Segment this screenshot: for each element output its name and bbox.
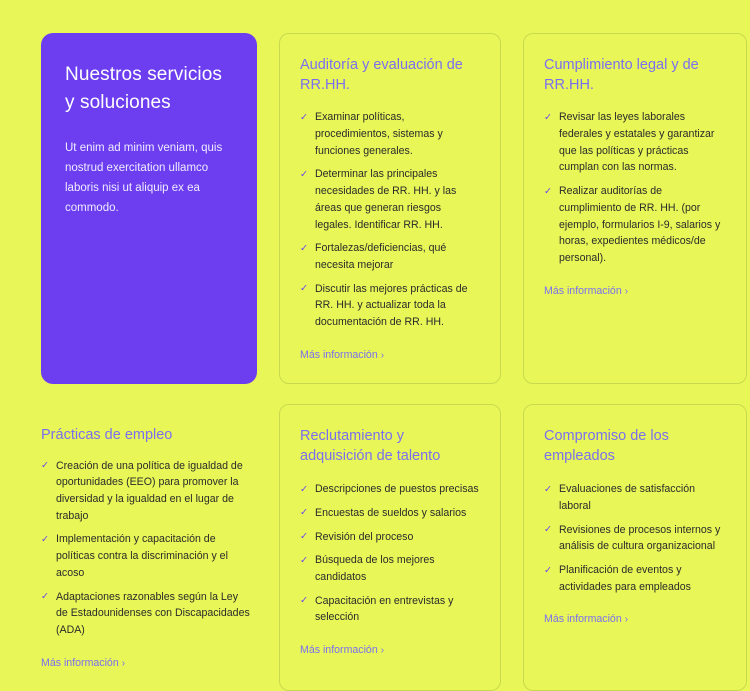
list-item (544, 562, 726, 595)
chevron-right-icon: › (624, 285, 629, 297)
list-item-text: Examinar políticas, procedimientos, sistemas y funciones generales. (315, 111, 443, 157)
more-info-label: Más información (300, 348, 378, 361)
list-item (544, 481, 726, 514)
check-icon: ✓ (300, 507, 308, 519)
check-icon: ✓ (544, 111, 552, 123)
list-item-text: Realizar auditorías de cumplimiento de RR. HH. (por ejemplo, formularios I-9, salarios y horas, expedientes médicos/de personal). (559, 185, 721, 264)
more-info-link[interactable] (300, 644, 384, 656)
list-item (544, 183, 726, 267)
card-title: Auditoría y evaluación de RR.HH. (300, 57, 463, 93)
card-item-list (300, 481, 480, 626)
check-icon: ✓ (300, 283, 308, 295)
list-item-text: Adaptaciones razonables según la Ley de Estadounidenses con Discapacidades (ADA) (56, 590, 250, 637)
check-icon: ✓ (41, 460, 49, 471)
chevron-right-icon: › (624, 614, 629, 626)
check-icon: ✓ (300, 111, 308, 123)
check-icon: ✓ (300, 242, 308, 254)
check-icon: ✓ (300, 168, 308, 180)
list-item-text: Discutir las mejores prácticas de RR. HH. y actualizar toda la documentación de RR. HH. (315, 282, 468, 329)
hero-title: Nuestros servicios y soluciones (65, 64, 223, 113)
more-info-label: Más información (544, 284, 622, 297)
chevron-right-icon: › (380, 645, 385, 657)
hero-card (41, 33, 257, 384)
hero-description: Ut enim ad minim veniam, quis nostrud exercitation ullamco laboris nisi ut aliquip ex ea commodo. (65, 142, 223, 215)
card-title: Cumplimiento legal y de RR.HH. (544, 57, 699, 93)
list-item-text: Fortalezas/deficiencias, qué necesita mejorar (315, 242, 447, 271)
check-icon: ✓ (300, 554, 308, 566)
card-auditoria (279, 33, 501, 384)
check-icon: ✓ (544, 524, 552, 536)
list-item (300, 481, 480, 498)
card-item-list (41, 458, 251, 639)
check-icon: ✓ (300, 483, 308, 495)
list-item-text: Evaluaciones de satisfacción laboral (559, 483, 696, 512)
check-icon: ✓ (41, 591, 49, 603)
check-icon: ✓ (544, 483, 552, 495)
list-item (544, 109, 726, 176)
chevron-right-icon: › (121, 657, 126, 669)
list-item (41, 531, 251, 581)
list-item (300, 109, 480, 159)
more-info-link[interactable] (544, 285, 628, 297)
check-icon: ✓ (300, 531, 308, 543)
list-item-text: Determinar las principales necesidades de RR. HH. y las áreas que generan riesgos legales. Identificar RR. HH. (315, 168, 457, 231)
card-item-list (544, 481, 726, 595)
check-icon: ✓ (544, 564, 552, 576)
list-item-text: Revisar las leyes laborales federales y estatales y garantizar que las políticas y prácticas cumplan con las normas. (559, 111, 715, 174)
list-item-text: Creación de una política de igualdad de oportunidades (EEO) para promover la diversidad y la igualdad en el lugar de trabajo (56, 459, 243, 522)
more-info-link[interactable] (544, 613, 628, 625)
list-item-text: Búsqueda de los mejores candidatos (315, 554, 435, 583)
list-item-text: Revisiones de procesos internos y análisis de cultura organizacional (559, 523, 721, 553)
more-info-link[interactable] (41, 657, 125, 669)
list-item (41, 589, 251, 639)
list-item-text: Planificación de eventos y actividades para empleados (559, 564, 691, 593)
card-item-list (544, 109, 726, 267)
list-item (300, 505, 480, 522)
list-item (41, 458, 251, 525)
more-info-link[interactable] (300, 349, 384, 361)
check-icon: ✓ (544, 185, 552, 197)
list-item (300, 552, 480, 585)
list-item (300, 166, 480, 233)
list-item-text: Descripciones de puestos precisas (315, 483, 479, 496)
more-info-label: Más información (544, 613, 622, 626)
card-title: Compromiso de los empleados (544, 427, 669, 464)
card-compromiso (523, 404, 747, 691)
list-item (544, 522, 726, 555)
list-item-text: Implementación y capacitación de políticas contra la discriminación y el acoso (56, 533, 228, 579)
more-info-label: Más información (300, 644, 378, 657)
list-item-text: Revisión del proceso (315, 530, 414, 543)
more-info-label: Más información (41, 656, 119, 669)
list-item (300, 240, 480, 273)
check-icon: ✓ (300, 595, 308, 607)
list-item (300, 529, 480, 546)
card-title: Prácticas de empleo (41, 426, 173, 443)
list-item-text: Encuestas de sueldos y salarios (315, 506, 467, 519)
card-item-list (300, 109, 480, 331)
chevron-right-icon: › (380, 349, 385, 361)
card-title: Reclutamiento y adquisición de talento (300, 427, 441, 464)
card-practicas-empleo (41, 404, 257, 691)
card-reclutamiento (279, 404, 501, 691)
list-item (300, 281, 480, 331)
check-icon: ✓ (41, 533, 49, 545)
card-cumplimiento (523, 33, 747, 384)
list-item-text: Capacitación en entrevistas y selección (315, 594, 454, 624)
